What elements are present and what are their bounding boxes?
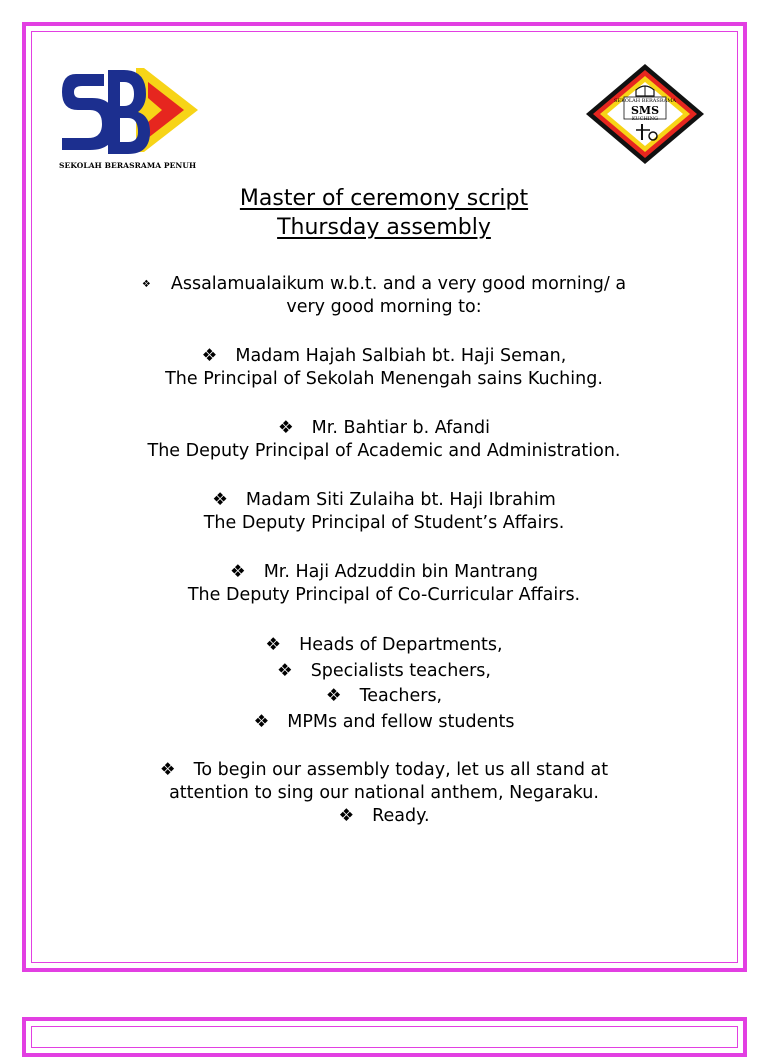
diamond-bullet-icon: ❖ [141, 279, 151, 290]
guest-title: The Deputy Principal of Student’s Affairs. [203, 513, 565, 533]
guest-entry [0, 561, 768, 607]
diamond-bullet-icon: ❖ [265, 635, 282, 655]
audience-item: MPMs and fellow students [287, 711, 515, 732]
audience-item: Teachers, [359, 686, 443, 706]
guest-name: Mr. Bahtiar b. Afandi [311, 418, 491, 438]
title-line-2: Thursday assembly [277, 215, 491, 240]
next-page-border [22, 1017, 747, 1057]
guest-name: Mr. Haji Adzuddin bin Mantrang [263, 562, 538, 582]
closing-line-3: Ready. [372, 806, 430, 826]
guest-entry [0, 345, 768, 391]
greeting-paragraph [0, 273, 768, 319]
closing-line-2: attention to sing our national anthem, Negaraku. [169, 783, 599, 803]
guest-title: The Deputy Principal of Academic and Administration. [147, 441, 621, 461]
list-item [0, 659, 768, 685]
diamond-bullet-icon: ❖ [159, 760, 176, 780]
guest-entry [0, 417, 768, 463]
guest-name: Madam Siti Zulaiha bt. Haji Ibrahim [245, 490, 556, 510]
sms-crest-graphic [584, 62, 706, 166]
sms-crest-text-main: SMS [630, 104, 660, 117]
document-title [0, 184, 768, 242]
sbp-logo-graphic [56, 64, 204, 160]
list-item [0, 633, 768, 659]
diamond-bullet-icon: ❖ [277, 418, 294, 438]
closing-line-1: To begin our assembly today, let us all stand at [193, 760, 609, 780]
diamond-bullet-icon: ❖ [253, 711, 270, 732]
diamond-bullet-icon: ❖ [325, 686, 342, 706]
sms-crest-text-top: SEKOLAH BERASRAMA [614, 98, 676, 104]
diamond-bullet-icon: ❖ [338, 806, 355, 826]
greeting-line-2: very good morning to: [286, 297, 482, 317]
audience-item: Heads of Departments, [299, 635, 503, 655]
greeting-line-1: Assalamualaikum w.b.t. and a very good morning/ a [170, 274, 627, 294]
audience-list [0, 633, 768, 735]
audience-item: Specialists teachers, [310, 660, 491, 681]
diamond-bullet-icon: ❖ [201, 346, 218, 366]
sms-crest-logo [584, 62, 706, 166]
sms-crest-text-bottom: KUCHING [631, 116, 659, 122]
guest-name: Madam Hajah Salbiah bt. Haji Seman, [235, 346, 567, 366]
closing-paragraph [0, 759, 768, 828]
sbp-logo [56, 64, 204, 176]
guest-title: The Deputy Principal of Co-Curricular Affairs. [187, 585, 581, 605]
diamond-bullet-icon: ❖ [277, 660, 293, 681]
guest-title: The Principal of Sekolah Menengah sains Kuching. [165, 369, 603, 389]
next-page-border-inner [31, 1026, 738, 1048]
list-item [0, 684, 768, 710]
diamond-bullet-icon: ❖ [230, 562, 246, 582]
title-line-1: Master of ceremony script [239, 186, 529, 211]
guest-entry [0, 489, 768, 535]
list-item [0, 710, 768, 736]
diamond-bullet-icon: ❖ [212, 490, 228, 510]
sbp-logo-caption: SEKOLAH BERASRAMA PENUH [59, 161, 197, 170]
